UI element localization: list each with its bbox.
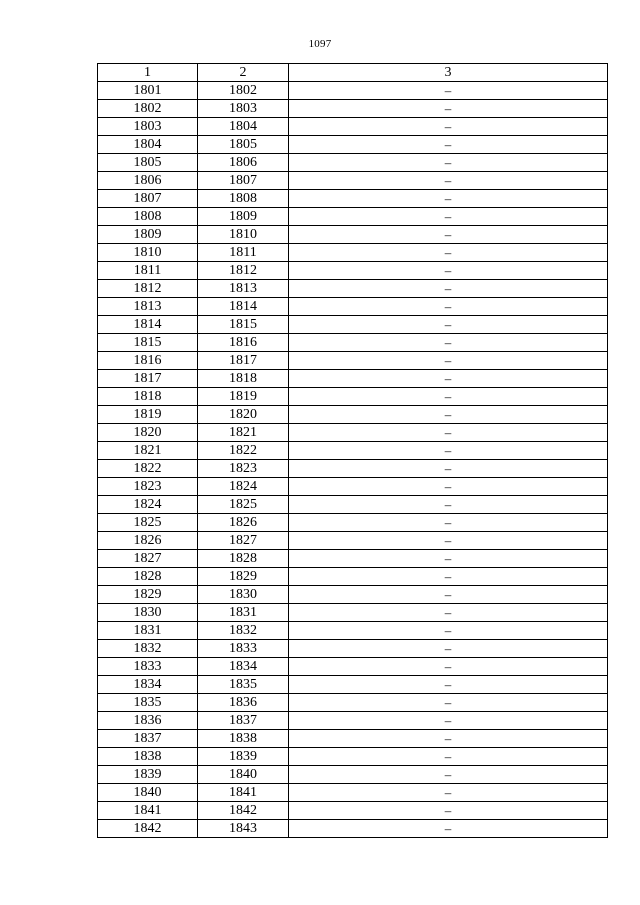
table-row [98,172,608,190]
table-cell-col3: – [289,586,608,604]
table-cell-col2: 1806 [198,154,289,172]
table-cell-col3: – [289,406,608,424]
table-cell-col2: 1824 [198,478,289,496]
table-row [98,334,608,352]
table-cell-col2: 1821 [198,424,289,442]
table-cell-col1: 1823 [98,478,198,496]
table-cell-col3: – [289,676,608,694]
table-cell-col3: – [289,568,608,586]
table-cell-col1: 1820 [98,424,198,442]
table-cell-col1: 1841 [98,802,198,820]
table-cell-col2: 1819 [198,388,289,406]
table-row [98,208,608,226]
table-cell-col3: – [289,118,608,136]
table-row [98,676,608,694]
table-row [98,100,608,118]
table-cell-col2: 1805 [198,136,289,154]
table-cell-col3: – [289,280,608,298]
table-cell-col2: 1822 [198,442,289,460]
table-row [98,478,608,496]
table-row [98,262,608,280]
table-cell-col2: 1803 [198,100,289,118]
table-cell-col3: – [289,532,608,550]
table-cell-col2: 1829 [198,568,289,586]
table-cell-col3: – [289,604,608,622]
table-cell-col2: 1808 [198,190,289,208]
table-row [98,136,608,154]
table-cell-col3: – [289,784,608,802]
table-cell-col1: 1834 [98,676,198,694]
table-cell-col2: 1804 [198,118,289,136]
table-cell-col3: – [289,352,608,370]
table-cell-col2: 1841 [198,784,289,802]
table-cell-col3: – [289,424,608,442]
data-table [97,63,608,838]
table-cell-col1: 1811 [98,262,198,280]
table-cell-col1: 1806 [98,172,198,190]
table-cell-col1: 1821 [98,442,198,460]
table-cell-col3: – [289,478,608,496]
table-cell-col1: 1815 [98,334,198,352]
table-cell-col1: 1804 [98,136,198,154]
table-cell-col1: 1812 [98,280,198,298]
table-cell-col1: 1833 [98,658,198,676]
table-cell-col2: 1827 [198,532,289,550]
table-cell-col3: – [289,802,608,820]
table-row [98,784,608,802]
table-cell-col3: – [289,658,608,676]
table-cell-col1: 1807 [98,190,198,208]
table-row [98,298,608,316]
table-cell-col3: – [289,496,608,514]
table-row [98,190,608,208]
table-cell-col2: 1840 [198,766,289,784]
table-cell-col3: – [289,190,608,208]
table-cell-col2: 1828 [198,550,289,568]
table-row [98,730,608,748]
table-cell-col2: 1832 [198,622,289,640]
table-cell-col2: 1843 [198,820,289,838]
table-row [98,424,608,442]
table-cell-col1: 1809 [98,226,198,244]
table-cell-col3: – [289,82,608,100]
table-cell-col3: – [289,262,608,280]
table-row [98,514,608,532]
table-cell-col2: 1837 [198,712,289,730]
table-cell-col3: – [289,766,608,784]
table-cell-col3: – [289,730,608,748]
table-row [98,604,608,622]
table-row [98,316,608,334]
table-row [98,226,608,244]
table-cell-col1: 1826 [98,532,198,550]
table-cell-col1: 1832 [98,640,198,658]
table-cell-col3: – [289,154,608,172]
table-row [98,622,608,640]
table-cell-col2: 1802 [198,82,289,100]
table-cell-col1: 1817 [98,370,198,388]
table-cell-col1: 1819 [98,406,198,424]
table-row [98,244,608,262]
table-cell-col3: – [289,442,608,460]
table-row [98,820,608,838]
table-cell-col2: 1814 [198,298,289,316]
table-cell-col1: 1831 [98,622,198,640]
table-cell-col3: – [289,748,608,766]
table-row [98,568,608,586]
table-cell-col3: – [289,334,608,352]
table-row [98,748,608,766]
table-cell-col3: – [289,298,608,316]
table-cell-col1: 1808 [98,208,198,226]
table-cell-col2: 1830 [198,586,289,604]
table-cell-col1: 1827 [98,550,198,568]
table-row [98,550,608,568]
table-row [98,388,608,406]
table-row [98,532,608,550]
table-cell-col2: 1838 [198,730,289,748]
table-cell-col3: – [289,550,608,568]
table-cell-col1: 1805 [98,154,198,172]
table-cell-col2: 1833 [198,640,289,658]
table-cell-col1: 1803 [98,118,198,136]
table-row [98,406,608,424]
column-header-2: 2 [198,64,289,82]
table-cell-col2: 1818 [198,370,289,388]
table-cell-col1: 1839 [98,766,198,784]
table-cell-col1: 1813 [98,298,198,316]
table-cell-col2: 1817 [198,352,289,370]
table-cell-col3: – [289,100,608,118]
table-cell-col3: – [289,514,608,532]
table-cell-col2: 1836 [198,694,289,712]
data-table-container [97,63,607,838]
table-cell-col3: – [289,244,608,262]
table-cell-col1: 1810 [98,244,198,262]
table-cell-col1: 1829 [98,586,198,604]
table-cell-col3: – [289,460,608,478]
table-cell-col3: – [289,370,608,388]
table-cell-col1: 1840 [98,784,198,802]
table-row [98,586,608,604]
table-row [98,280,608,298]
table-cell-col1: 1837 [98,730,198,748]
column-header-3: 3 [289,64,608,82]
table-row [98,658,608,676]
table-cell-col3: – [289,208,608,226]
column-header-1: 1 [98,64,198,82]
table-cell-col2: 1807 [198,172,289,190]
table-cell-col2: 1839 [198,748,289,766]
table-cell-col3: – [289,226,608,244]
table-cell-col3: – [289,388,608,406]
table-cell-col2: 1815 [198,316,289,334]
table-cell-col1: 1816 [98,352,198,370]
table-cell-col3: – [289,622,608,640]
table-cell-col1: 1828 [98,568,198,586]
table-cell-col3: – [289,640,608,658]
table-cell-col2: 1810 [198,226,289,244]
table-cell-col1: 1842 [98,820,198,838]
table-cell-col2: 1831 [198,604,289,622]
table-row [98,640,608,658]
table-row [98,442,608,460]
table-cell-col2: 1809 [198,208,289,226]
table-row [98,352,608,370]
table-cell-col2: 1825 [198,496,289,514]
table-cell-col2: 1842 [198,802,289,820]
table-cell-col2: 1811 [198,244,289,262]
table-cell-col2: 1813 [198,280,289,298]
table-cell-col2: 1834 [198,658,289,676]
table-cell-col3: – [289,172,608,190]
table-row [98,370,608,388]
table-cell-col2: 1816 [198,334,289,352]
table-row [98,712,608,730]
table-cell-col3: – [289,820,608,838]
table-cell-col1: 1814 [98,316,198,334]
table-row [98,694,608,712]
table-row [98,496,608,514]
table-row [98,802,608,820]
table-cell-col1: 1825 [98,514,198,532]
table-body [98,82,608,838]
table-cell-col2: 1826 [198,514,289,532]
table-cell-col2: 1835 [198,676,289,694]
table-cell-col1: 1802 [98,100,198,118]
table-row [98,766,608,784]
table-row [98,154,608,172]
table-cell-col1: 1818 [98,388,198,406]
table-cell-col3: – [289,712,608,730]
table-row [98,118,608,136]
table-cell-col2: 1823 [198,460,289,478]
table-cell-col2: 1812 [198,262,289,280]
table-header [98,64,608,82]
table-row [98,460,608,478]
table-cell-col1: 1835 [98,694,198,712]
table-cell-col3: – [289,136,608,154]
table-cell-col1: 1838 [98,748,198,766]
table-cell-col3: – [289,316,608,334]
header-row [98,64,608,82]
table-cell-col1: 1824 [98,496,198,514]
table-row [98,82,608,100]
table-cell-col3: – [289,694,608,712]
table-cell-col1: 1830 [98,604,198,622]
page-number: 1097 [308,38,332,50]
table-cell-col2: 1820 [198,406,289,424]
table-cell-col1: 1836 [98,712,198,730]
table-cell-col1: 1801 [98,82,198,100]
table-cell-col1: 1822 [98,460,198,478]
